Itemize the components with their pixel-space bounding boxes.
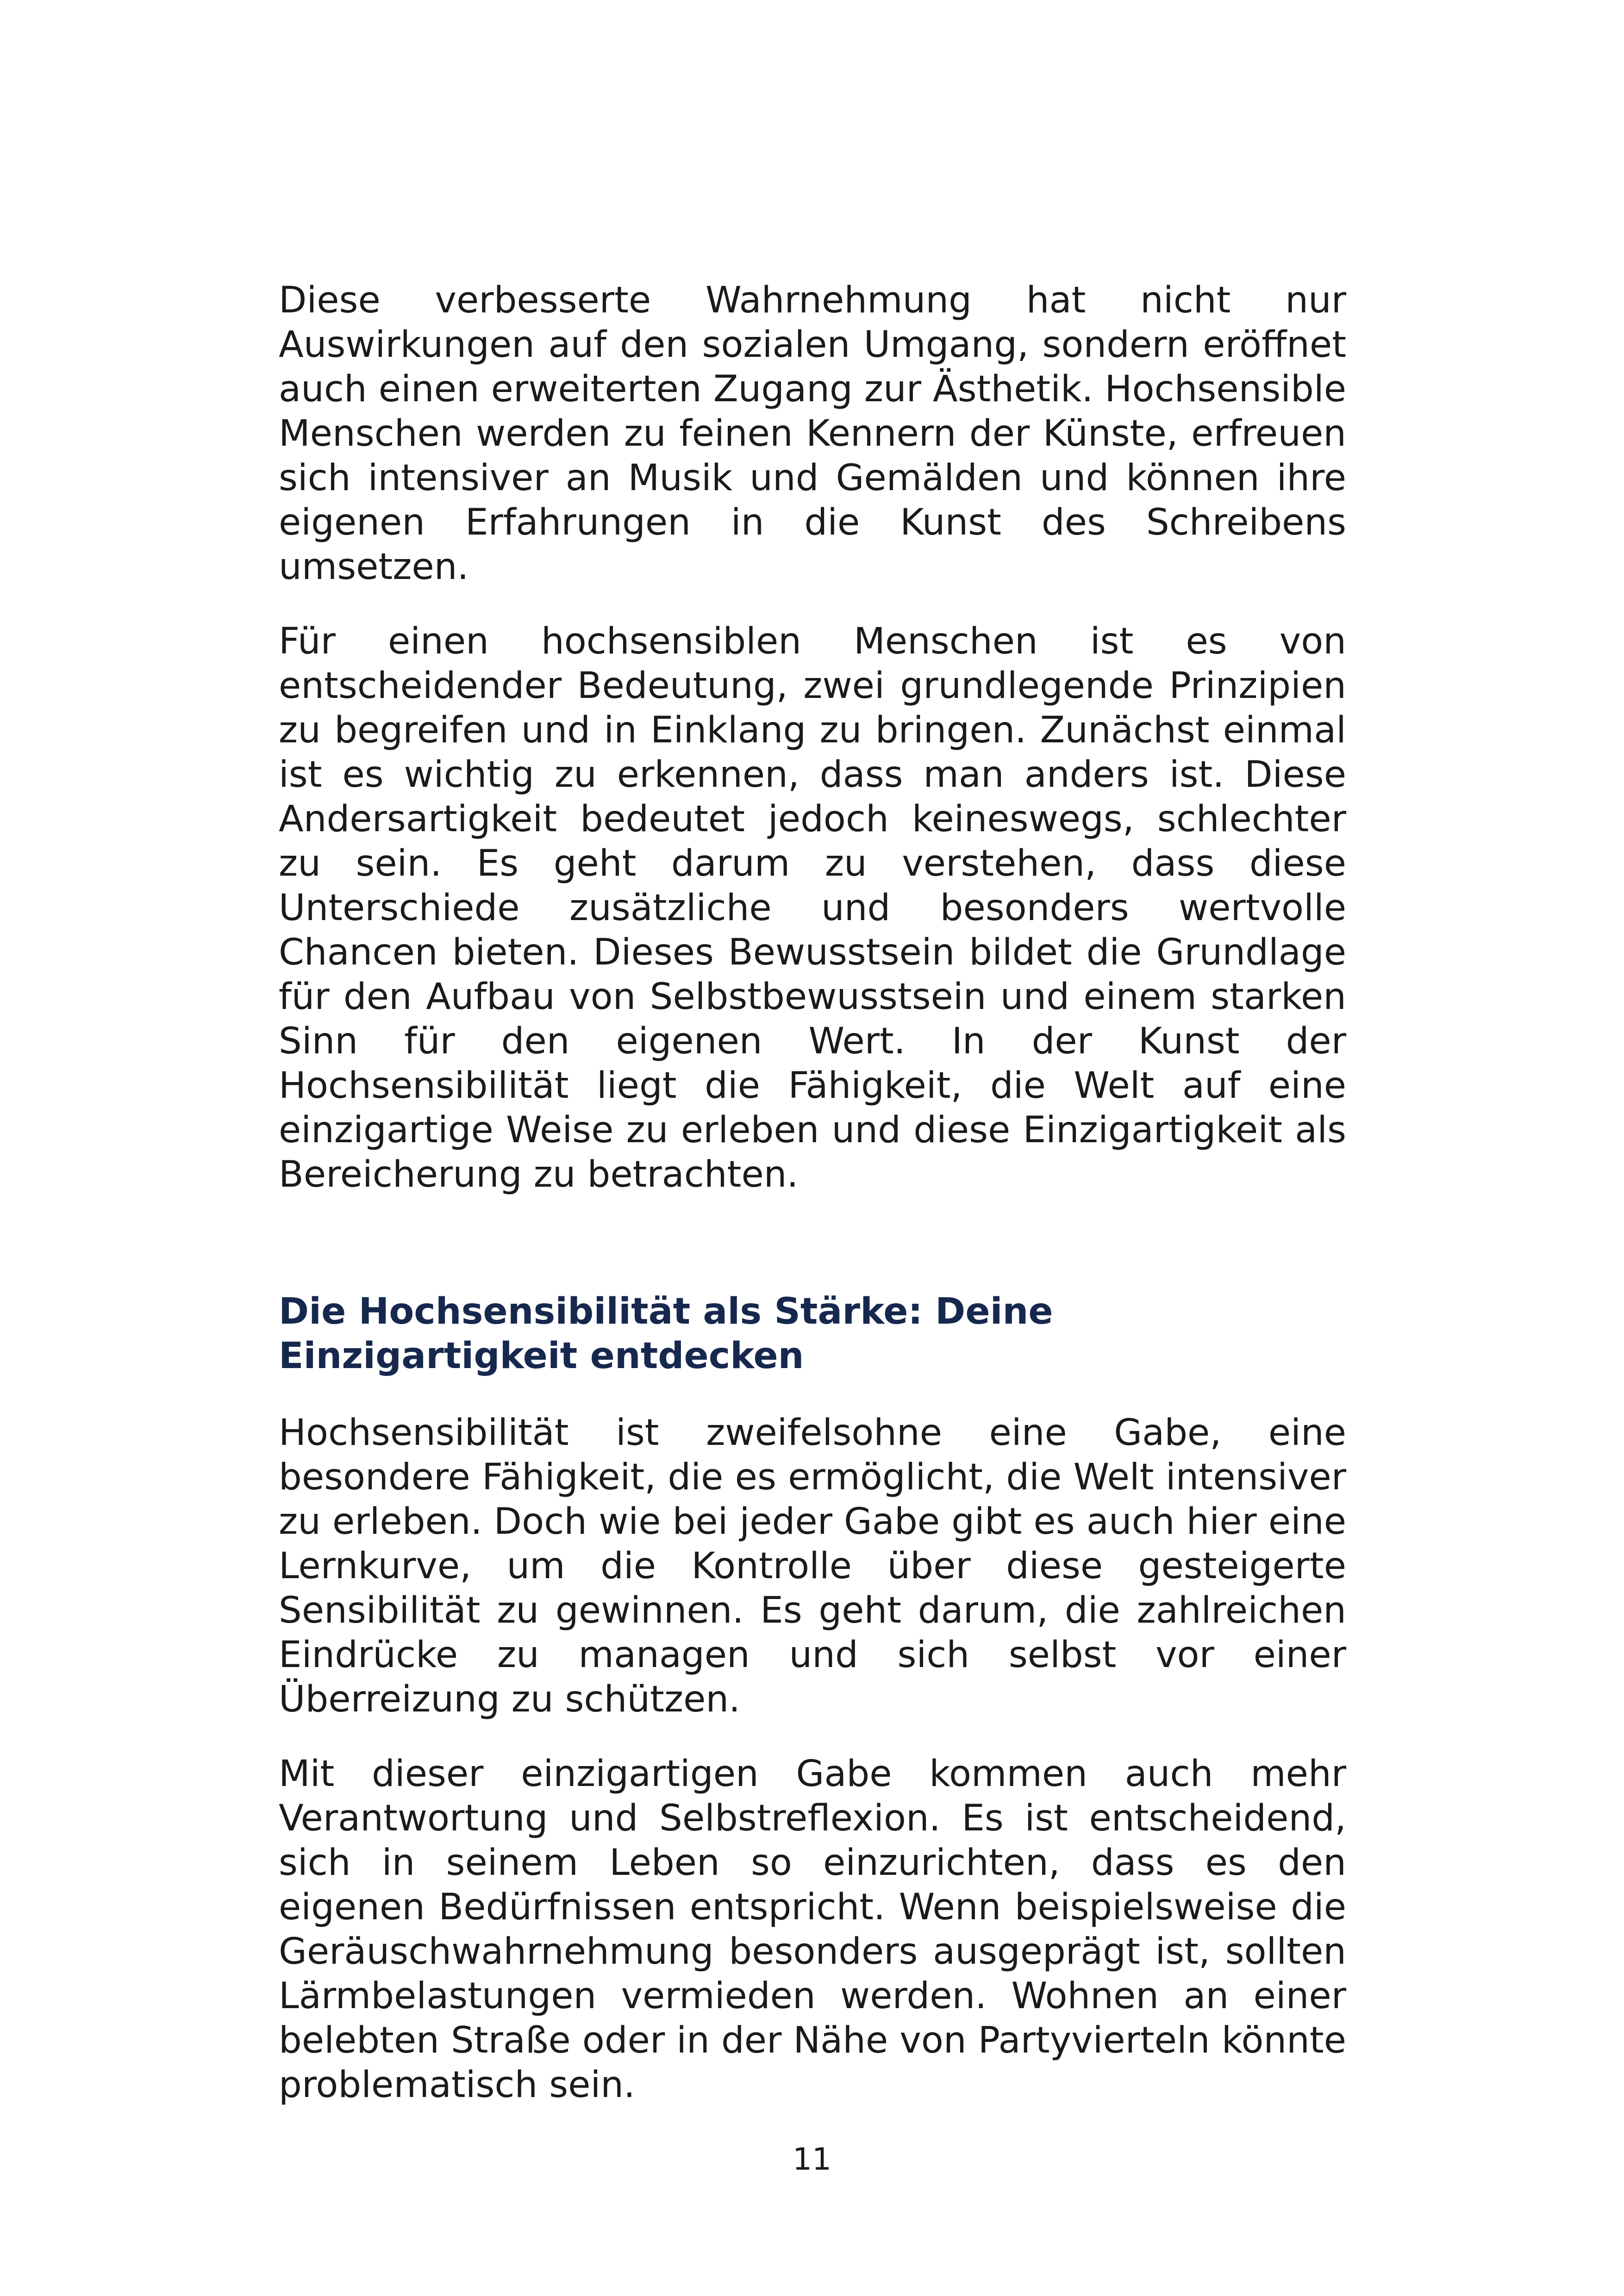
page-number: 11 (793, 2141, 831, 2177)
section-heading: Die Hochsensibilität als Stärke: Deine Einzigartigkeit entdecken (279, 1290, 1053, 1377)
section-paragraph-1: Hochsensibilität ist zweifelsohne eine Gabe, eine besondere Fähigkeit, die es ermöglicht, die Welt intensiver zu erleben. Doch wie bei jeder Gabe gibt es auch hier eine Lernkurve, um die Kontrolle über diese gesteigerte Sensibilität zu gewinnen. Es geht darum, die zahlreichen Eindrücke zu managen und sich selbst vor einer Überreizung zu schützen. (279, 1411, 1346, 1720)
paragraph-2: Für einen hochsensiblen Menschen ist es von entscheidender Bedeutung, zwei grundlegende Prinzipien zu begreifen und in Einklang zu bringen. Zunächst einmal ist es wichtig zu erkennen, dass man anders ist. Diese Andersartigkeit bedeutet jedoch keineswegs, schlechter zu sein. Es geht darum zu verstehen, dass diese Unterschiede zusätzliche und besonders wertvolle Chancen bieten. Dieses Bewusstsein bildet die Grundlage für den Aufbau von Selbstbewusstsein und einem starken Sinn für den eigenen Wert. In der Kunst der Hochsensibilität liegt die Fähigkeit, die Welt auf eine einzigartige Weise zu erleben und diese Einzigartigkeit als Bereicherung zu betrachten. (279, 620, 1346, 1195)
section-paragraph-2: Mit dieser einzigartigen Gabe kommen auch mehr Verantwortung und Selbstreflexion. Es ist entscheidend, sich in seinem Leben so einzurichten, dass es den eigenen Bedürfnissen entspricht. Wenn beispielsweise die Geräuschwahrnehmung besonders ausgeprägt ist, sollten Lärmbelastungen vermieden werden. Wohnen an einer belebten Straße oder in der Nähe von Partyvierteln könnte problematisch sein. (279, 1752, 1346, 2106)
paragraph-1: Diese verbesserte Wahrnehmung hat nicht nur Auswirkungen auf den sozialen Umgang, sondern eröffnet auch einen erweiterten Zugang zur Ästhetik. Hochsensible Menschen werden zu feinen Kennern der Künste, erfreuen sich intensiver an Musik und Gemälden und können ihre eigenen Erfahrungen in die Kunst des Schreibens umsetzen. (279, 279, 1346, 588)
page-body (279, 278, 1346, 2107)
